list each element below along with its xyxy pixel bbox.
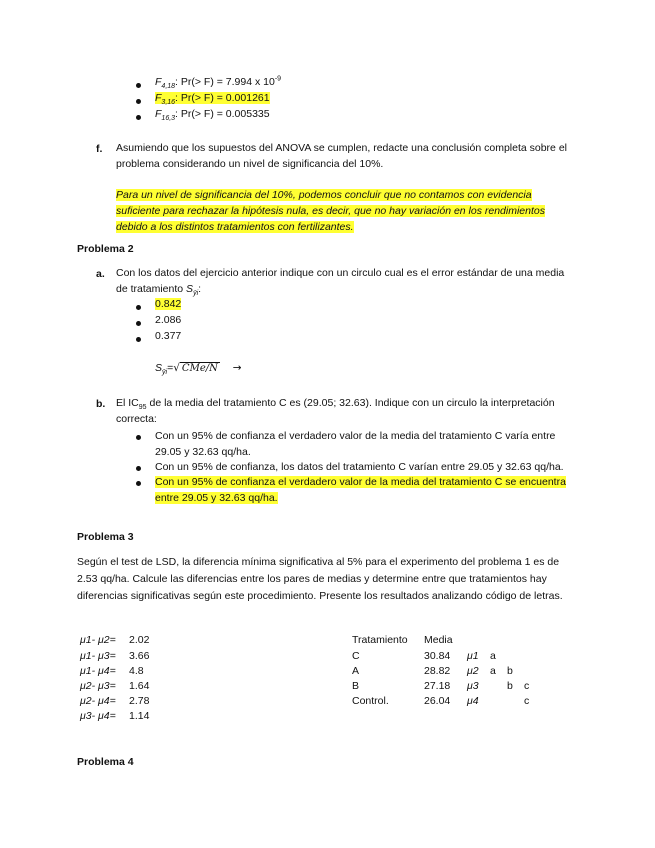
letter-cell: c — [524, 680, 530, 692]
mu-cell: μ3 — [467, 680, 479, 692]
bullet-icon — [136, 305, 141, 310]
difference-value: 4.8 — [129, 665, 144, 677]
difference-value: 1.14 — [129, 710, 150, 722]
item-b-line: El $IC_{95}$ de la media del tratamiento C es (29.05; 32.63). Indique con un circulo la interpretación — [116, 397, 555, 412]
option-a-1: 0.842 — [155, 298, 182, 310]
item-f-letter: f. — [96, 143, 103, 155]
difference-value: 2.78 — [129, 695, 150, 707]
problema-4-title: Problema 4 — [77, 756, 134, 768]
letter-cell: a — [490, 650, 496, 662]
item-a-line: Con los datos del ejercicio anterior indique con un circulo cual es el error estándar de una media — [116, 267, 565, 279]
difference-label: μ1- μ4= — [80, 665, 116, 677]
bullet-icon — [136, 466, 141, 471]
difference-value: 1.64 — [129, 680, 150, 692]
trat-cell: B — [352, 680, 360, 692]
bullet-icon — [136, 321, 141, 326]
media-cell: 27.18 — [424, 680, 451, 692]
option-a-3: 0.377 — [155, 330, 182, 342]
bullet-icon — [136, 115, 141, 120]
item-b-letter: b. — [96, 398, 106, 410]
letter-cell: c — [524, 695, 530, 707]
answer-line: debido a los distintos tratamientos con fertilizantes. — [116, 221, 354, 233]
trat-cell: C — [352, 650, 360, 662]
bullet-icon — [136, 435, 141, 440]
bullet-icon — [136, 481, 141, 486]
item-b-question — [116, 395, 555, 427]
trat-cell: Control. — [352, 695, 389, 707]
trat-cell: A — [352, 665, 360, 677]
problema-3-statement: Según el test de LSD, la diferencia mínima significativa al 5% para el experimento del problema 1 es de 2.53 qq/ha. Calcule las diferencias entre los pares de medias y determine entre que tratamientos hay diferencias significativas según este procedimiento. Presente los resultados analizando código de letras. — [77, 556, 563, 602]
problema-3-title: Problema 3 — [77, 531, 134, 543]
bullet-icon — [136, 99, 141, 104]
media-cell: 28.82 — [424, 665, 451, 677]
answer-line: suficiente para rechazar la hipótesis nula, es decir, que no hay variación en los rendimientos — [116, 205, 545, 217]
f-stat-line-1: $F_{4,18}$: Pr(> F) = 7.994 x $10^{-9}$ — [155, 75, 282, 91]
option-b-1: Con un 95% de confianza el verdadero valor de la media del tratamiento C varía entre 29.05 y 32.63 qq/ha. — [155, 430, 556, 458]
f-stat-line-3: $F_{16,3}$: Pr(> F) = 0.005335 — [155, 108, 270, 123]
table-header: Media — [424, 634, 453, 646]
letter-cell: b — [507, 665, 513, 677]
difference-label: μ2- μ3= — [80, 680, 116, 692]
media-cell: 30.84 — [424, 650, 451, 662]
letter-cell: a — [490, 665, 496, 677]
option-b-3: Con un 95% de confianza el verdadero valor de la media del tratamiento C se encuentra entre 29.05 y 32.63 qq/ha. — [155, 476, 566, 504]
item-a-question — [116, 265, 564, 297]
answer-line: Para un nivel de significancia del 10%, podemos concluir que no contamos con evidencia — [116, 189, 532, 201]
arrow-right-icon: → — [232, 362, 242, 374]
item-a-line: de tratamiento $S_{ȳi}$: — [116, 283, 202, 298]
problema-2-title: Problema 2 — [77, 243, 134, 255]
standard-error-formula: $S_{ȳi}=√$ CMe/N → — [155, 362, 242, 377]
f-stat-line-2: $F_{3,16}$: Pr(> F) = 0.001261 — [155, 92, 270, 107]
mu-cell: μ1 — [467, 650, 479, 662]
difference-value: 2.02 — [129, 634, 150, 646]
media-cell: 26.04 — [424, 695, 451, 707]
table-header: Tratamiento — [352, 634, 408, 646]
item-a-letter: a. — [96, 268, 105, 280]
item-f-line: problema considerando un nivel de significancia del 10%. — [116, 158, 384, 170]
mu-cell: μ2 — [467, 665, 479, 677]
difference-label: μ3- μ4= — [80, 710, 116, 722]
option-b-2: Con un 95% de confianza, los datos del tratamiento C varían entre 29.05 y 32.63 qq/ha. — [155, 461, 564, 473]
item-f-answer — [116, 187, 545, 235]
difference-label: μ1- μ2= — [80, 634, 116, 646]
difference-label: μ2- μ4= — [80, 695, 116, 707]
difference-value: 3.66 — [129, 650, 150, 662]
item-f-line: Asumiendo que los supuestos del ANOVA se cumplen, redacte una conclusión completa sobre el — [116, 142, 567, 154]
mu-cell: μ4 — [467, 695, 479, 707]
option-a-2: 2.086 — [155, 314, 182, 326]
bullet-icon — [136, 83, 141, 88]
bullet-icon — [136, 337, 141, 342]
letter-cell: b — [507, 680, 513, 692]
item-b-line: correcta: — [116, 413, 157, 425]
difference-label: μ1- μ3= — [80, 650, 116, 662]
item-f-question — [116, 140, 567, 172]
